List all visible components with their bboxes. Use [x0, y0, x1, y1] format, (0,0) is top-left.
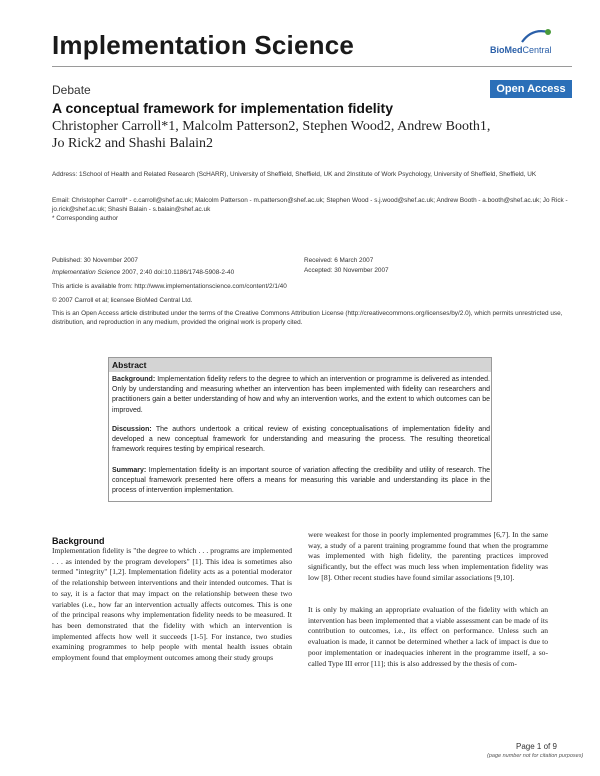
accepted-date: Accepted: 30 November 2007	[304, 267, 389, 274]
abstract-box	[108, 357, 492, 502]
background-heading: Background	[52, 536, 105, 546]
author-emails: Email: Christopher Carroll* - c.carroll@shef.ac.uk; Malcolm Patterson - m.patterson@shef.ac.uk; Stephen Wood - s.j.wood@shef.ac.uk; Andrew Booth - a.booth@shef.ac.uk; Jo Rick - jo.rick@shef.ac.uk; Shashi Balain - s.balain@shef.ac.uk	[52, 197, 568, 214]
license-statement: This is an Open Access article distributed under the terms of the Creative Commons Attribution License (http://creativecommons.org/licenses/by/2.0), which permits unrestricted use, distribution, and reproduction in any medium, provided the original work is properly cited.	[52, 310, 563, 327]
article-type: Debate	[52, 83, 91, 97]
body-column-right-para-1: were weakest for those in poorly implemented programmes [6,7]. In the same way, a study of a parent training programme found that when the programme was implemented with high fidelity, the parenting practices improved significantly, but the effect was much less when implementation fidelity was low [8]. Other recent studies have found similar associations [9,10].	[308, 530, 548, 582]
abstract-background-text: Implementation fidelity refers to the degree to which an intervention or programme is delivered as intended. Only by understanding and measuring whether an intervention has been implemented with fidelity can researchers and practitioners gain a better understanding of how and why an intervention works, and the extent to which outcomes can be improved.	[112, 376, 490, 414]
article-title: A conceptual framework for implementation fidelity	[52, 100, 393, 116]
abstract-summary-text: Implementation fidelity is an important source of variation affecting the credibility and utility of research. The conceptual framework presented here offers a means for measuring this variable and understanding its place in the process of intervention implementation.	[112, 467, 490, 495]
citation-details: 2007, 2:40 doi:10.1186/1748-5908-2-40	[120, 269, 235, 276]
received-date: Received: 6 March 2007	[304, 257, 374, 264]
abstract-discussion-text: The authors undertook a critical review of existing conceptualisations of implementation fidelity and developed a new conceptual framework for understanding and measuring the process. The resulting theoretical framework requires testing by empirical research.	[112, 426, 490, 454]
logo-suffix: Central	[522, 45, 552, 55]
header-rule	[52, 66, 572, 67]
body-column-right-para-2: It is only by making an appropriate evaluation of the fidelity with which an intervention has been implemented that a viable assessment can be made of its contribution to outcomes, i.e., its effect on performance. Unless such an evaluation is made, it cannot be determined whether a lack of impact is due to poor implementation or inadequacies inherent in the programme itself, a so-called Type III error [11]; this is also addressed by the thesis of com-	[308, 605, 548, 668]
open-access-badge: Open Access	[490, 80, 572, 98]
copyright-notice: © 2007 Carroll et al; licensee BioMed Central Ltd.	[52, 297, 193, 304]
abstract-heading: Abstract	[109, 358, 491, 372]
biomed-logo-swoosh-icon	[504, 26, 564, 46]
abstract-discussion	[112, 425, 490, 456]
biomed-central-logo	[484, 26, 564, 58]
abstract-background	[112, 375, 490, 416]
page-number-note: (page number not for citation purposes)	[487, 753, 584, 759]
citation	[52, 268, 234, 277]
affiliation-address: Address: 1School of Health and Related Research (ScHARR), University of Sheffield, Sheffield, UK and 2Institute of Work Psychology, University of Sheffield, Sheffield, UK	[52, 171, 537, 178]
corresponding-author-note: * Corresponding author	[52, 215, 119, 222]
abstract-summary-label: Summary:	[112, 467, 147, 474]
journal-title: Implementation Science	[52, 30, 355, 60]
article-url[interactable]: This article is available from: http://www.implementationscience.com/content/2/1/40	[52, 283, 287, 290]
body-column-left: Implementation fidelity is "the degree to which . . . programs are implemented . . . as intended by the program developers" [1]. This idea is sometimes also termed "integrity" [1,2]. Implementation fidelity acts as a potential moderator of the relationship between interventions and their intended outcomes. That is to say, it is a factor that may impact on the relationship between these two variables (i.e., how far an intervention actually affects outcomes. This is one of the principal reasons why implementation fidelity needs to be measured. It has been demonstrated that the fidelity with which an intervention is implemented affects how well it succeeds [1-5]. For instance, two studies examining programmes to help people with mental health issues obtain employment found that employment outcomes among their study groups	[52, 546, 292, 663]
published-date: Published: 30 November 2007	[52, 257, 138, 264]
citation-journal: Implementation Science	[52, 269, 121, 276]
author-list	[52, 118, 572, 152]
abstract-discussion-label: Discussion:	[112, 426, 152, 433]
authors-line-2: Jo Rick2 and Shashi Balain2	[52, 136, 213, 151]
logo-brand: BioMed	[490, 45, 523, 55]
page-number: Page 1 of 9	[516, 742, 557, 751]
abstract-background-label: Background:	[112, 376, 156, 383]
abstract-summary	[112, 466, 490, 497]
logo-text	[490, 45, 552, 55]
authors-line-1: Christopher Carroll*1, Malcolm Patterson2, Stephen Wood2, Andrew Booth1,	[52, 119, 491, 134]
